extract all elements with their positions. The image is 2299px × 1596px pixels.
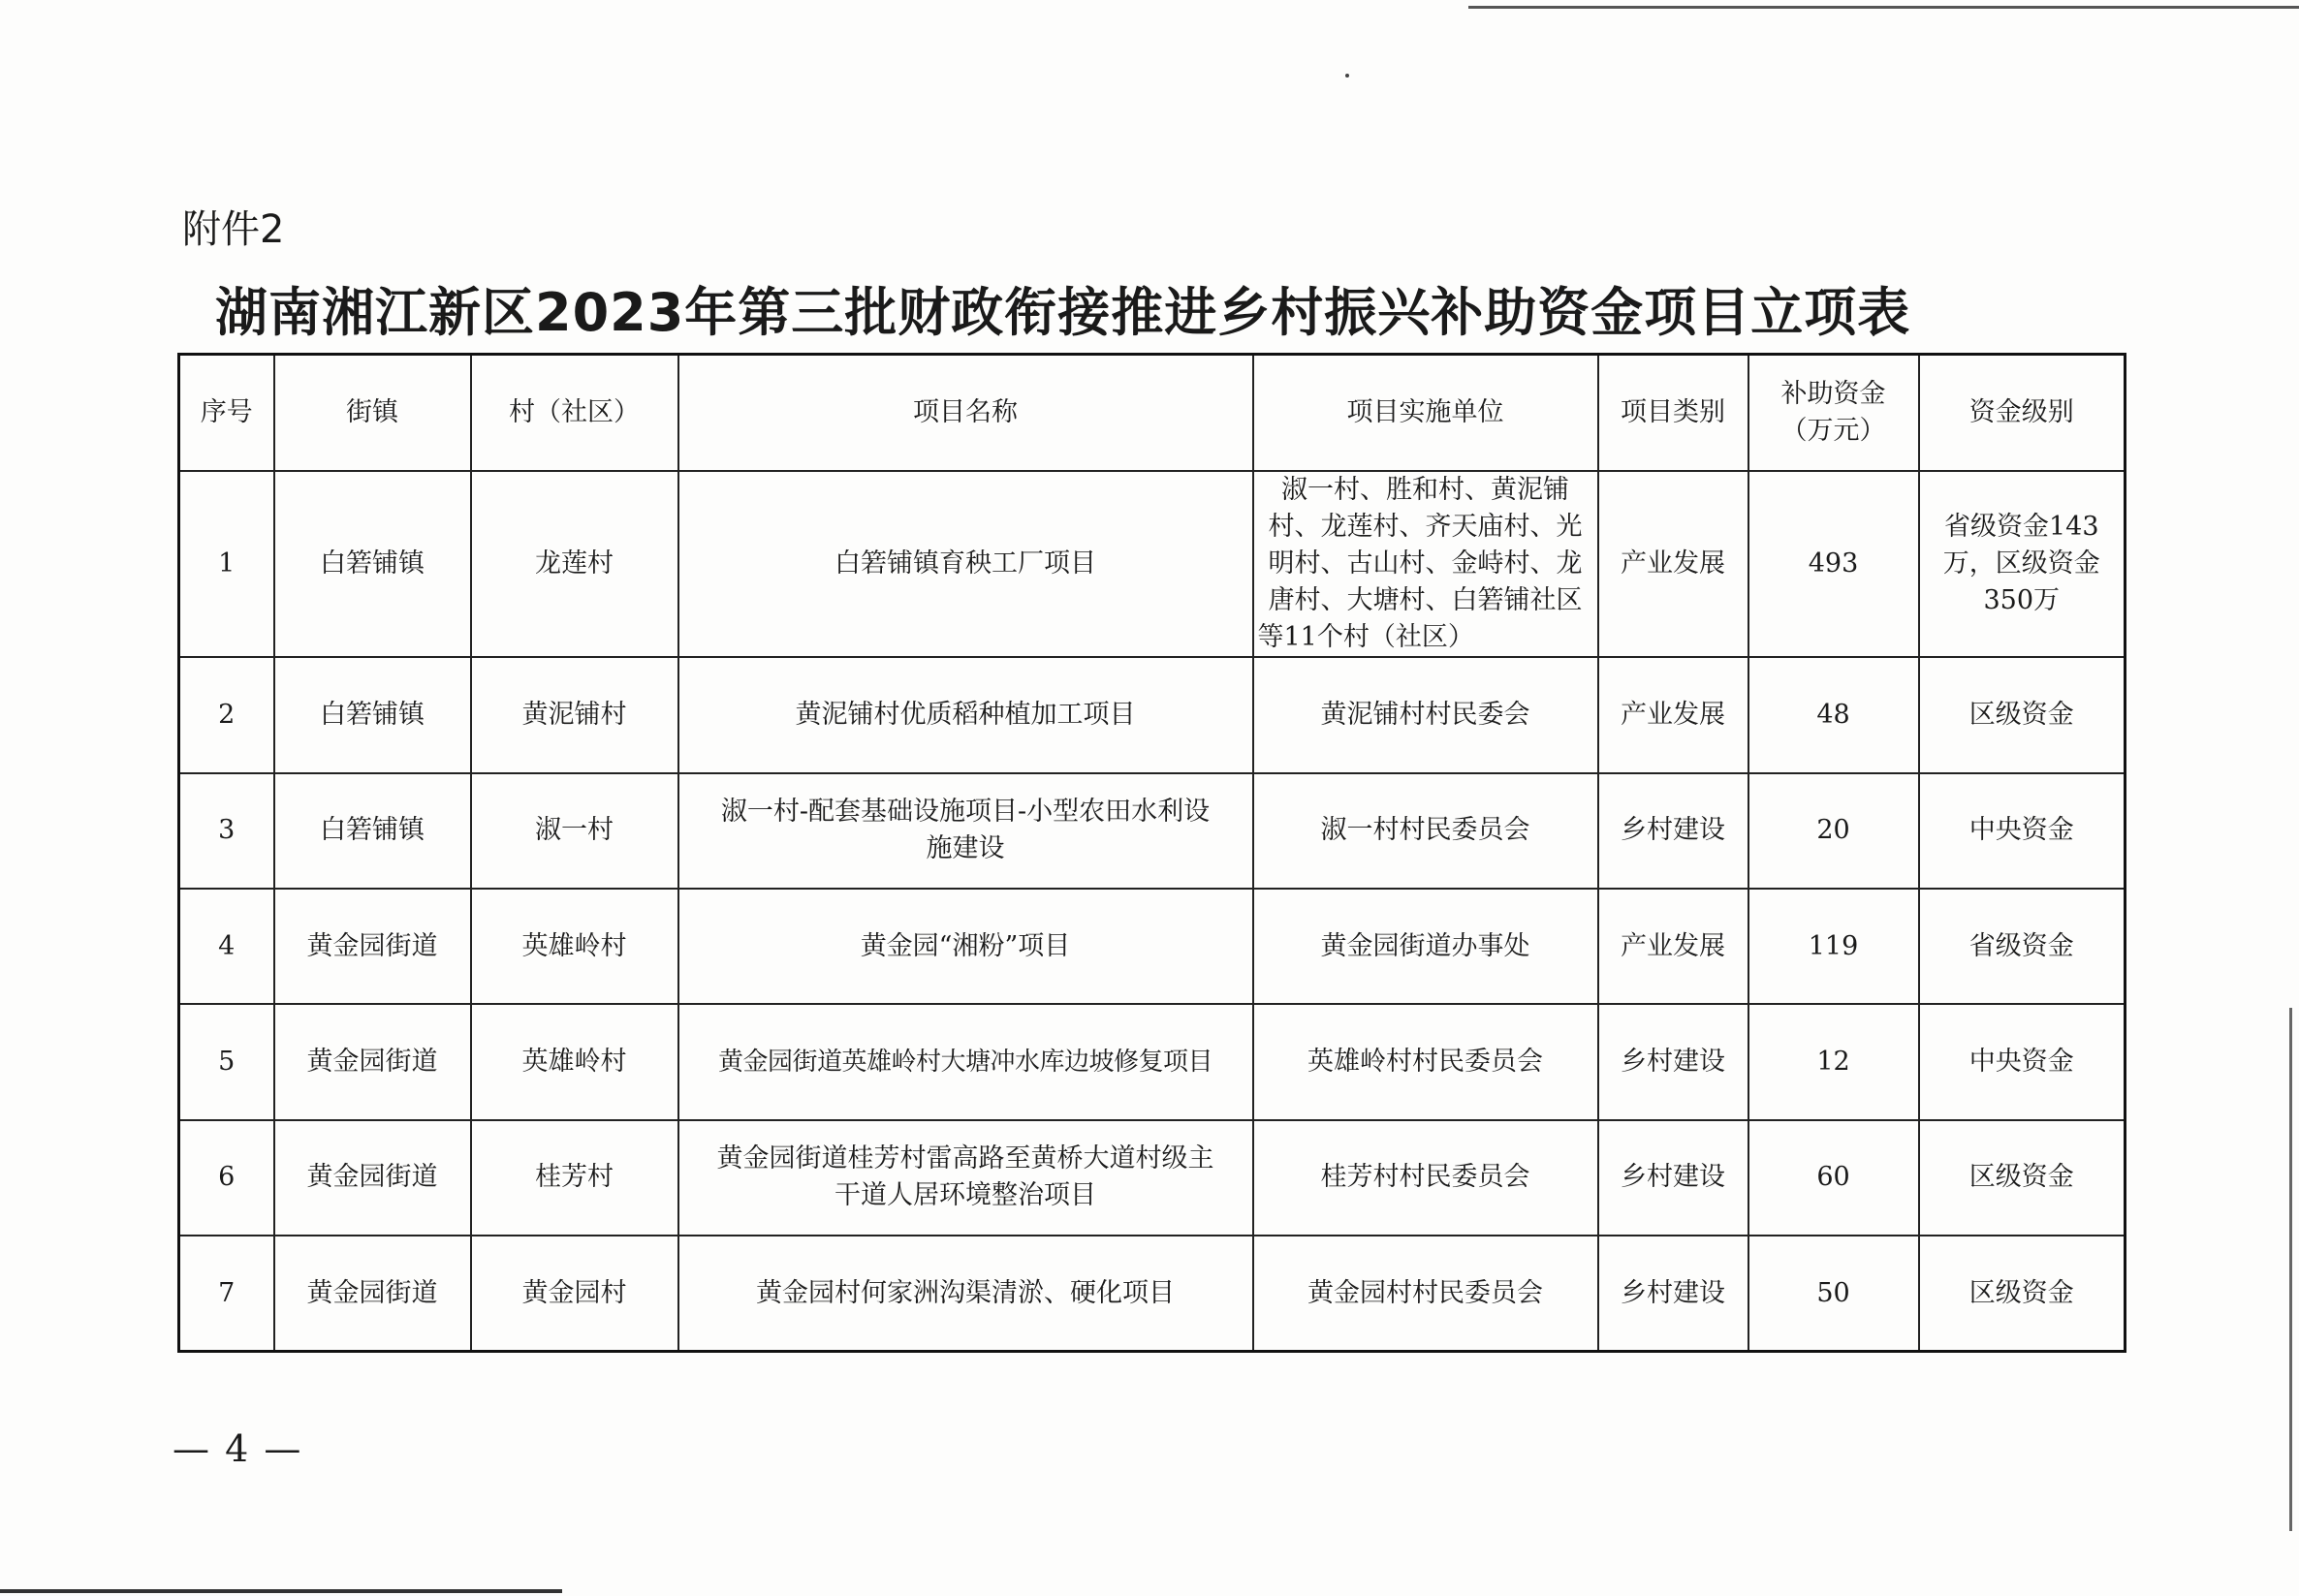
cell-level: 省级资金 <box>1919 889 2126 1004</box>
cell-unit: 淑一村、胜和村、黄泥铺村、龙莲村、齐天庙村、光明村、古山村、金峙村、龙唐村、大塘村、白箬铺社区等11个村（社区） <box>1253 471 1598 658</box>
cell-level: 中央资金 <box>1919 1004 2126 1119</box>
header-project: 项目名称 <box>678 355 1253 471</box>
cell-no: 4 <box>179 889 274 1004</box>
page-title: 湖南湘江新区2023年第三批财政衔接推进乡村振兴补助资金项目立项表 <box>215 282 1911 343</box>
cell-no: 6 <box>179 1120 274 1236</box>
cell-unit: 黄泥铺村村民委会 <box>1253 657 1598 772</box>
cell-level: 中央资金 <box>1919 773 2126 889</box>
cell-project: 黄金园村何家洲沟渠清淤、硬化项目 <box>678 1236 1253 1351</box>
cell-unit: 英雄岭村村民委员会 <box>1253 1004 1598 1119</box>
cell-amount: 119 <box>1748 889 1919 1004</box>
cell-town: 白箬铺镇 <box>274 471 471 658</box>
cell-village: 英雄岭村 <box>471 1004 678 1119</box>
cell-amount: 20 <box>1748 773 1919 889</box>
cell-amount: 12 <box>1748 1004 1919 1119</box>
cell-no: 1 <box>179 471 274 658</box>
cell-unit: 桂芳村村民委员会 <box>1253 1120 1598 1236</box>
cell-project: 黄金园街道英雄岭村大塘冲水库边坡修复项目 <box>678 1004 1253 1119</box>
cell-category: 乡村建设 <box>1598 1120 1748 1236</box>
cell-project: 黄金园街道桂芳村雷高路至黄桥大道村级主干道人居环境整治项目 <box>678 1120 1253 1236</box>
header-category: 项目类别 <box>1598 355 1748 471</box>
cell-project: 黄泥铺村优质稻种植加工项目 <box>678 657 1253 772</box>
cell-town: 黄金园街道 <box>274 1004 471 1119</box>
cell-category: 乡村建设 <box>1598 1236 1748 1351</box>
cell-village: 淑一村 <box>471 773 678 889</box>
cell-amount: 493 <box>1748 471 1919 658</box>
cell-town: 黄金园街道 <box>274 889 471 1004</box>
cell-level: 区级资金 <box>1919 657 2126 772</box>
cell-no: 5 <box>179 1004 274 1119</box>
scan-edge-right <box>2289 1008 2292 1531</box>
cell-category: 产业发展 <box>1598 657 1748 772</box>
scan-edge-top <box>1468 6 2299 9</box>
table-row <box>179 773 2126 889</box>
cell-amount: 60 <box>1748 1120 1919 1236</box>
header-amount: 补助资金（万元） <box>1748 355 1919 471</box>
cell-level: 省级资金143万，区级资金350万 <box>1919 471 2126 658</box>
cell-category: 产业发展 <box>1598 471 1748 658</box>
cell-no: 3 <box>179 773 274 889</box>
header-town: 街镇 <box>274 355 471 471</box>
scan-edge-bottom <box>0 1589 562 1593</box>
cell-village: 黄金园村 <box>471 1236 678 1351</box>
cell-no: 7 <box>179 1236 274 1351</box>
table-row <box>179 657 2126 772</box>
cell-town: 黄金园街道 <box>274 1120 471 1236</box>
cell-no: 2 <box>179 657 274 772</box>
cell-level: 区级资金 <box>1919 1236 2126 1351</box>
cell-town: 黄金园街道 <box>274 1236 471 1351</box>
header-unit: 项目实施单位 <box>1253 355 1598 471</box>
project-table <box>177 353 2126 1353</box>
cell-unit: 黄金园村村民委员会 <box>1253 1236 1598 1351</box>
cell-unit: 黄金园街道办事处 <box>1253 889 1598 1004</box>
table-row <box>179 889 2126 1004</box>
cell-town: 白箬铺镇 <box>274 773 471 889</box>
header-no: 序号 <box>179 355 274 471</box>
cell-project: 黄金园“湘粉”项目 <box>678 889 1253 1004</box>
cell-amount: 50 <box>1748 1236 1919 1351</box>
cell-project: 淑一村-配套基础设施项目-小型农田水利设施建设 <box>678 773 1253 889</box>
header-village: 村（社区） <box>471 355 678 471</box>
cell-level: 区级资金 <box>1919 1120 2126 1236</box>
table-row <box>179 1120 2126 1236</box>
cell-category: 乡村建设 <box>1598 1004 1748 1119</box>
header-level: 资金级别 <box>1919 355 2126 471</box>
cell-category: 乡村建设 <box>1598 773 1748 889</box>
cell-town: 白箬铺镇 <box>274 657 471 772</box>
page-number: — 4 — <box>173 1427 303 1470</box>
cell-village: 龙莲村 <box>471 471 678 658</box>
table-row <box>179 1004 2126 1119</box>
cell-village: 黄泥铺村 <box>471 657 678 772</box>
attachment-label: 附件2 <box>182 207 285 252</box>
cell-category: 产业发展 <box>1598 889 1748 1004</box>
table-header-row <box>179 355 2126 471</box>
cell-amount: 48 <box>1748 657 1919 772</box>
cell-village: 桂芳村 <box>471 1120 678 1236</box>
cell-project: 白箬铺镇育秧工厂项目 <box>678 471 1253 658</box>
table-row <box>179 1236 2126 1351</box>
cell-village: 英雄岭村 <box>471 889 678 1004</box>
scan-speck <box>1345 74 1349 78</box>
cell-unit: 淑一村村民委员会 <box>1253 773 1598 889</box>
table-row <box>179 471 2126 658</box>
